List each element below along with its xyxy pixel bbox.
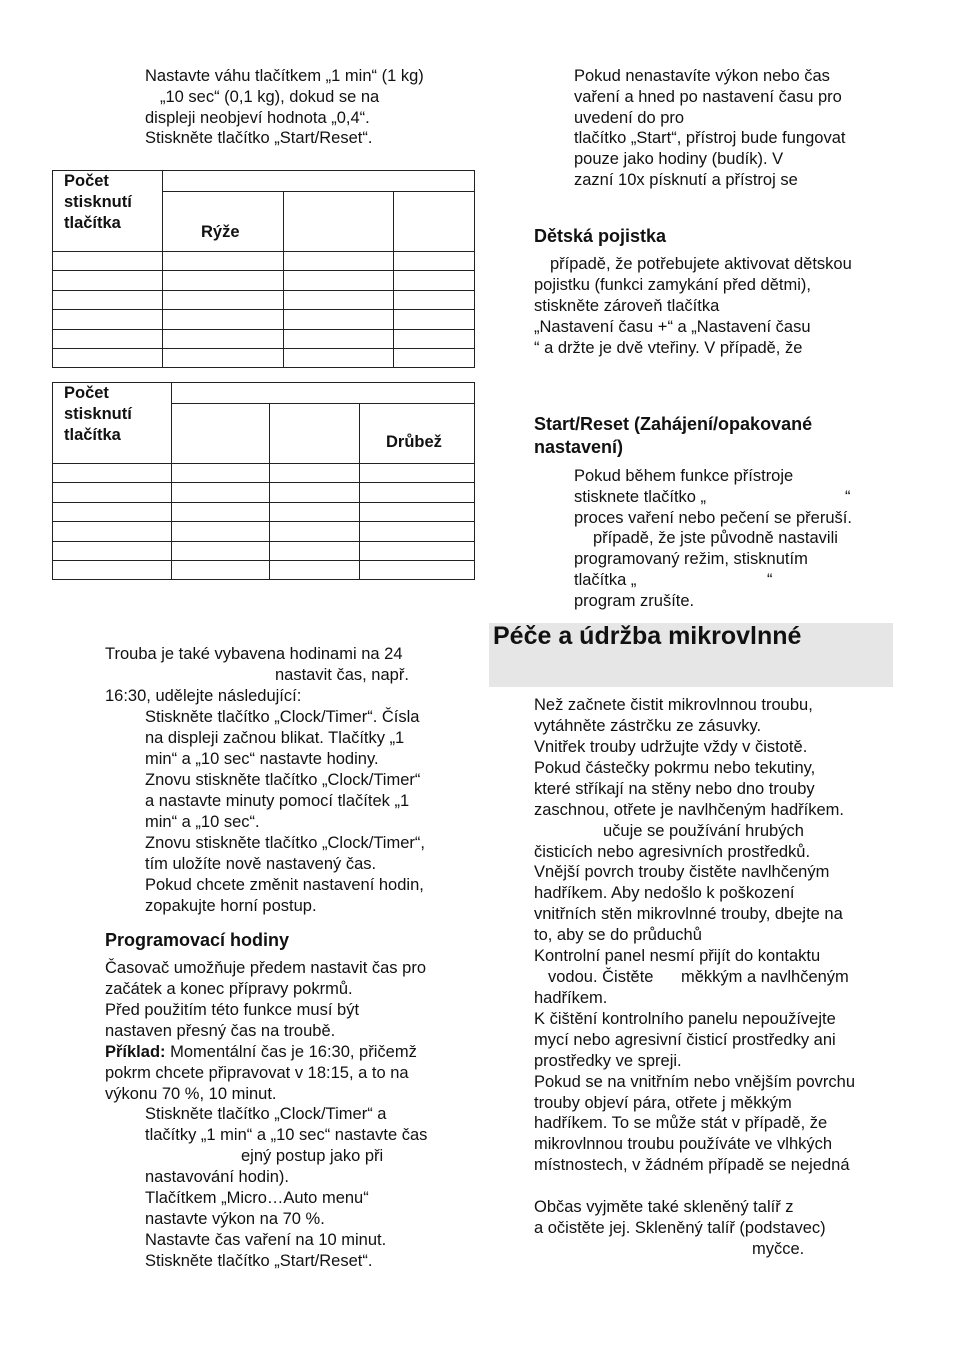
table-cell bbox=[163, 171, 475, 192]
right-intro-line: Pokud nenastavíte výkon nebo čas bbox=[574, 67, 830, 85]
table-header-line: stisknutí bbox=[64, 405, 132, 423]
table-cell bbox=[53, 464, 172, 483]
start-reset-quote: “ bbox=[767, 571, 773, 589]
table-header-line: tlačítka bbox=[64, 426, 121, 444]
table-cell bbox=[270, 542, 360, 561]
table-cell bbox=[270, 464, 360, 483]
table-cell bbox=[284, 192, 394, 252]
table-cell bbox=[360, 561, 475, 580]
child-lock-line: případě, že potřebujete aktivovat dětskou bbox=[550, 255, 852, 273]
table-header-line: tlačítka bbox=[64, 214, 121, 232]
programming-line: Časovač umožňuje předem nastavit čas pro bbox=[105, 959, 426, 977]
child-lock-line: „Nastavení času +“ a „Nastavení času bbox=[534, 318, 811, 336]
right-intro-line: pouze jako hodiny (budík). V bbox=[574, 150, 784, 168]
care-line: Vnější povrch trouby čistěte navlhčeným bbox=[534, 863, 830, 881]
table-header-line: Počet bbox=[64, 172, 109, 190]
right-intro-line: uvedení do pro bbox=[574, 109, 685, 127]
table-cell bbox=[53, 310, 163, 330]
table-cell bbox=[284, 330, 394, 349]
start-reset-heading: nastavení) bbox=[534, 437, 624, 457]
clock-step-line: na displeji začnou blikat. Tlačítky „1 bbox=[145, 729, 405, 747]
table-cell bbox=[270, 483, 360, 503]
table-cell bbox=[360, 503, 475, 522]
care-line: prostředky ve spreji. bbox=[534, 1052, 682, 1070]
table-header-line: stisknutí bbox=[64, 193, 132, 211]
programming-step-line: Nastavte čas vaření na 10 minut. bbox=[145, 1231, 387, 1249]
programming-step-line: tlačítky „1 min“ a „10 sec“ nastavte čas bbox=[145, 1126, 428, 1144]
table-cell bbox=[172, 483, 270, 503]
left-intro-line: Nastavte váhu tlačítkem „1 min“ (1 kg) bbox=[145, 67, 424, 85]
child-lock-line: pojistku (funkci zamykání před dětmi), bbox=[534, 276, 811, 294]
table-cell bbox=[284, 310, 394, 330]
example-text: Momentální čas je 16:30, přičemž bbox=[170, 1043, 417, 1061]
table-cell bbox=[394, 192, 475, 252]
table-cell bbox=[394, 271, 475, 291]
table-cell bbox=[270, 404, 360, 464]
table-cell bbox=[163, 310, 284, 330]
care-line: vodou. Čistěte měkkým a navlhčeným bbox=[548, 968, 849, 986]
table-cell bbox=[172, 561, 270, 580]
table-cell bbox=[284, 252, 394, 271]
care-line: K čištění kontrolního panelu nepoužívejte bbox=[534, 1010, 836, 1028]
example-line bbox=[105, 1042, 417, 1063]
care-line: čisticích nebo agresivních prostředků. bbox=[534, 843, 811, 861]
left-intro-line: „10 sec“ (0,1 kg), dokud se na bbox=[160, 88, 380, 106]
table-header-line: Počet bbox=[64, 384, 109, 402]
rice-table bbox=[52, 170, 475, 368]
programming-step-line: Stiskněte tlačítko „Start/Reset“. bbox=[145, 1252, 373, 1270]
clock-step-line: min“ a „10 sec“. bbox=[145, 813, 260, 831]
care-line: Než začnete čistit mikrovlnnou troubu, bbox=[534, 696, 813, 714]
table-cell bbox=[360, 542, 475, 561]
table-header-cell bbox=[53, 171, 163, 252]
start-reset-line: programovaný režim, stisknutím bbox=[574, 550, 808, 568]
table-cell bbox=[394, 310, 475, 330]
care-tail-line: a očistěte jej. Skleněný talíř (podstavec) bbox=[534, 1219, 826, 1237]
table-cell bbox=[394, 349, 475, 368]
table-cell bbox=[394, 252, 475, 271]
start-reset-line: program zrušíte. bbox=[574, 592, 695, 610]
care-line: hadříkem. bbox=[534, 989, 608, 1007]
left-intro-line: displeji neobjeví hodnota „0,4“. bbox=[145, 109, 370, 127]
care-line: Pokud částečky pokrmu nebo tekutiny, bbox=[534, 759, 816, 777]
care-line: zaschnou, otřete je navlhčeným hadříkem. bbox=[534, 801, 844, 819]
clock-intro-line: 16:30, udělejte následující: bbox=[105, 687, 302, 705]
care-tail-line: Občas vyjměte také skleněný talíř z bbox=[534, 1198, 794, 1216]
example-line: pokrm chcete připravovat v 18:15, a to na bbox=[105, 1064, 409, 1082]
programming-step-line: ejný postup jako při bbox=[241, 1147, 384, 1165]
child-lock-line: “ a držte je dvě vteřiny. V případě, že bbox=[534, 339, 803, 357]
care-line: trouby objeví pára, otřete j měkkým bbox=[534, 1094, 792, 1112]
programming-step-line: Tlačítkem „Micro…Auto menu“ bbox=[145, 1189, 369, 1207]
table-cell bbox=[172, 542, 270, 561]
table-cell bbox=[53, 561, 172, 580]
left-intro-line: Stiskněte tlačítko „Start/Reset“. bbox=[145, 129, 373, 147]
clock-intro-line: nastavit čas, např. bbox=[275, 666, 409, 684]
poultry-table bbox=[52, 382, 475, 580]
table-cell bbox=[172, 522, 270, 542]
care-heading: Péče a údržba mikrovlnné bbox=[493, 622, 802, 650]
care-line: učuje se používání hrubých bbox=[603, 822, 804, 840]
start-reset-quote: “ bbox=[845, 488, 851, 506]
table-cell bbox=[53, 503, 172, 522]
table-cell bbox=[53, 542, 172, 561]
programming-line: Před použitím této funkce musí být bbox=[105, 1001, 360, 1019]
clock-step-line: Stiskněte tlačítko „Clock/Timer“. Čísla bbox=[145, 708, 420, 726]
table-cell bbox=[163, 349, 284, 368]
programming-heading: Programovací hodiny bbox=[105, 930, 290, 950]
care-line: to, aby se do průduchů bbox=[534, 926, 702, 944]
table-cell bbox=[172, 383, 475, 404]
start-reset-line: případě, že jste původně nastavili bbox=[593, 529, 838, 547]
table-cell bbox=[53, 522, 172, 542]
care-line: hadříkem. Aby nedošlo k poškození bbox=[534, 884, 795, 902]
table-cell bbox=[394, 330, 475, 349]
column-label-rice: Rýže bbox=[163, 192, 284, 252]
table-cell bbox=[53, 291, 163, 310]
example-label: Příklad: bbox=[105, 1043, 166, 1061]
care-line: mikrovlnnou troubu používáte ve vlhkých bbox=[534, 1135, 833, 1153]
programming-step-line: Stiskněte tlačítko „Clock/Timer“ a bbox=[145, 1105, 387, 1123]
care-line: které stříkají na stěny nebo dno trouby bbox=[534, 780, 815, 798]
clock-step-line: zopakujte horní postup. bbox=[145, 897, 317, 915]
clock-step-line: min“ a „10 sec“ nastavte hodiny. bbox=[145, 750, 379, 768]
table-cell bbox=[284, 271, 394, 291]
programming-line: nastaven přesný čas na troubě. bbox=[105, 1022, 336, 1040]
care-tail-line: myčce. bbox=[752, 1240, 805, 1258]
table-cell bbox=[284, 291, 394, 310]
table-cell bbox=[172, 464, 270, 483]
table-cell bbox=[53, 349, 163, 368]
table-cell bbox=[53, 271, 163, 291]
table-cell bbox=[270, 561, 360, 580]
table-cell bbox=[270, 522, 360, 542]
start-reset-line: Pokud během funkce přístroje bbox=[574, 467, 794, 485]
table-cell bbox=[163, 271, 284, 291]
start-reset-line: proces vaření nebo pečení se přeruší. bbox=[574, 509, 852, 527]
care-line: Kontrolní panel nesmí přijít do kontaktu bbox=[534, 947, 821, 965]
care-line: mycí nebo agresivní čisticí prostředky ani bbox=[534, 1031, 836, 1049]
child-lock-line: stiskněte zároveň tlačítka bbox=[534, 297, 720, 315]
table-cell bbox=[53, 252, 163, 271]
table-cell bbox=[360, 464, 475, 483]
table-cell bbox=[163, 330, 284, 349]
clock-step-line: a nastavte minuty pomocí tlačítek „1 bbox=[145, 792, 410, 810]
right-intro-line: vaření a hned po nastavení času pro bbox=[574, 88, 842, 106]
care-line: hadříkem. To se může stát v případě, že bbox=[534, 1114, 828, 1132]
table-cell bbox=[284, 349, 394, 368]
table-cell bbox=[360, 483, 475, 503]
programming-step-line: nastavování hodin). bbox=[145, 1168, 290, 1186]
clock-intro-line: Trouba je také vybavena hodinami na 24 bbox=[105, 645, 403, 663]
table-cell bbox=[53, 483, 172, 503]
child-lock-heading: Dětská pojistka bbox=[534, 226, 667, 246]
table-cell bbox=[360, 522, 475, 542]
table-cell bbox=[163, 252, 284, 271]
care-line: vnitřních stěn mikrovlnné trouby, dbejte na bbox=[534, 905, 843, 923]
table-cell bbox=[53, 330, 163, 349]
start-reset-line: stisknete tlačítko „ bbox=[574, 488, 707, 506]
care-line: Vnitřek trouby udržujte vždy v čistotě. bbox=[534, 738, 808, 756]
programming-line: začátek a konec přípravy pokrmů. bbox=[105, 980, 353, 998]
clock-step-line: Znovu stiskněte tlačítko „Clock/Timer“ bbox=[145, 771, 421, 789]
right-intro-line: tlačítko „Start“, přístroj bude fungovat bbox=[574, 129, 846, 147]
table-header-cell bbox=[53, 383, 172, 464]
table-cell bbox=[163, 291, 284, 310]
table-cell bbox=[172, 503, 270, 522]
care-line: místnostech, v žádném případě se nejedná bbox=[534, 1156, 850, 1174]
start-reset-heading: Start/Reset (Zahájení/opakované bbox=[534, 414, 813, 434]
table-cell bbox=[270, 503, 360, 522]
programming-step-line: nastavte výkon na 70 %. bbox=[145, 1210, 325, 1228]
example-line: výkonu 70 %, 10 minut. bbox=[105, 1085, 277, 1103]
table-cell bbox=[172, 404, 270, 464]
column-label-poultry: Drůbež bbox=[360, 404, 475, 464]
clock-step-line: Pokud chcete změnit nastavení hodin, bbox=[145, 876, 424, 894]
start-reset-line: tlačítka „ bbox=[574, 571, 637, 589]
care-line: vytáhněte zástrčku ze zásuvky. bbox=[534, 717, 762, 735]
table-cell bbox=[394, 291, 475, 310]
right-intro-line: zazní 10x písknutí a přístroj se bbox=[574, 171, 798, 189]
clock-step-line: Znovu stiskněte tlačítko „Clock/Timer“, bbox=[145, 834, 425, 852]
care-line: Pokud se na vnitřním nebo vnějším povrchu bbox=[534, 1073, 856, 1091]
clock-step-line: tím uložíte nově nastavený čas. bbox=[145, 855, 377, 873]
